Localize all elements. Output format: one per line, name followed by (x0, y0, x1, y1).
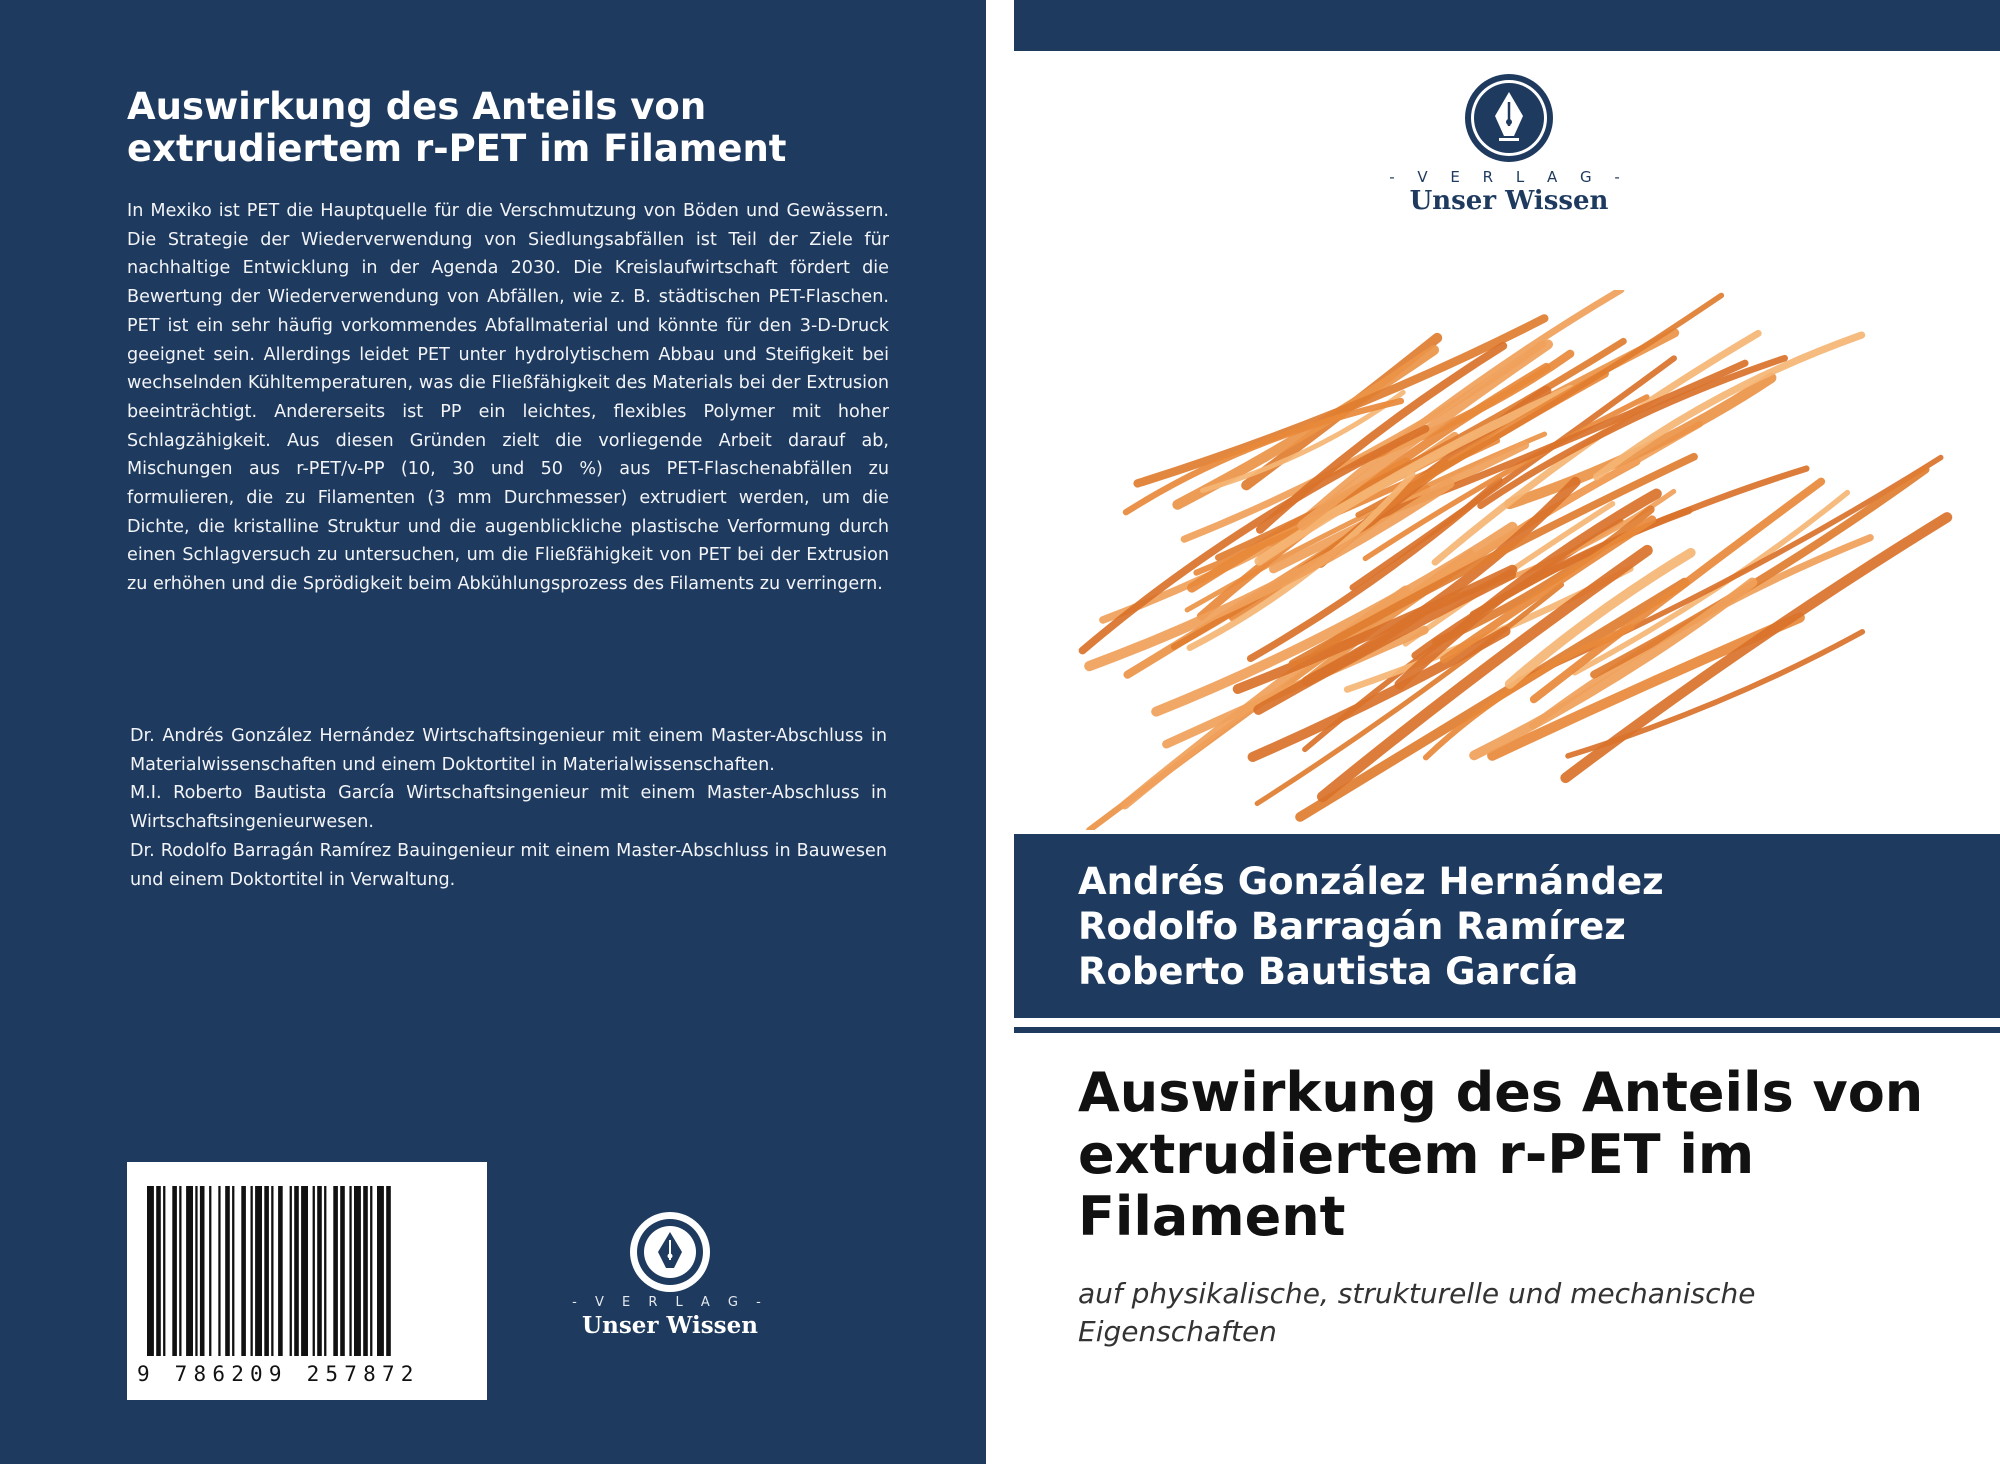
fountain-pen-seal-icon (570, 1210, 770, 1294)
barcode-icon (147, 1186, 467, 1356)
verlag-label: - V E R L A G - (1389, 168, 1629, 186)
front-cover (1014, 0, 2000, 1464)
orange-filament-strands-image (1074, 290, 1954, 830)
author-bio: Dr. Rodolfo Barragán Ramírez Bauingenieur mit einem Master-Abschluss in Bauwesen und einem Doktortitel in Verwaltung. (130, 840, 887, 890)
spine-gap (986, 0, 1014, 1464)
fountain-pen-seal-icon (1369, 72, 1649, 168)
author-name: Roberto Bautista García (1078, 950, 1579, 993)
divider (1014, 1027, 2000, 1033)
author-name: Andrés González Hernández (1078, 860, 1664, 903)
publisher-logo (570, 1210, 770, 1340)
author-band (1014, 834, 2000, 1018)
front-cover-subtitle: auf physikalische, strukturelle und mechanische Eigenschaften (1078, 1277, 1756, 1348)
back-cover (0, 0, 986, 1464)
author-bio: M.I. Roberto Bautista García Wirtschaftsingenieur mit einem Master-Abschluss in Wirtschaftsingenieurwesen. (130, 783, 887, 833)
isbn-barcode (127, 1162, 487, 1400)
publisher-logo (1369, 72, 1649, 222)
front-cover-title: Auswirkung des Anteils von extrudiertem r-PET im Filament (1078, 1061, 1924, 1248)
author-bio: Dr. Andrés González Hernández Wirtschaftsingenieur mit einem Master-Abschluss in Materialwissenschaften und einem Doktortitel in Materialwissenschaften. (130, 726, 887, 775)
author-name: Rodolfo Barragán Ramírez (1078, 905, 1626, 948)
back-cover-title: Auswirkung des Anteils von extrudiertem r-PET im Filament (127, 85, 787, 170)
publisher-name: Unser Wissen (1409, 186, 1609, 216)
verlag-label: - V E R L A G - (572, 1295, 768, 1310)
isbn-number: 9 786209 257872 (137, 1362, 420, 1386)
author-bios (130, 722, 887, 894)
back-cover-abstract: In Mexiko ist PET die Hauptquelle für die Verschmutzung von Böden und Gewässern. Die Strategie der Wiederverwendung von Siedlungsabfällen ist Teil der Ziele für nachhaltige Entwicklung in der Agenda 2030. Die Kreislaufwirtschaft fördert die Bewertung der Wiederverwendung von Abfällen, wie z. B. städtischen PET-Flaschen. PET ist ein sehr häufig vorkommendes Abfallmaterial und könnte für den 3-D-Druck geeignet sein. Allerdings leidet PET unter hydrolytischem Abbau und Steifigkeit bei wechselnden Kühltemperaturen, was die Fließfähigkeit des Materials bei der Extrusion beeinträchtigt. Andererseits ist PP ein leichtes, flexibles Polymer mit hoher Schlagzähigkeit. Aus diesen Gründen zielt die vorliegende Arbeit darauf ab, Mischungen aus r-PET/v-PP (10, 30 und 50 %) aus PET-Flaschenabfällen zu formulieren, die zu Filamenten (3 mm Durchmesser) extrudiert werden, um die Dichte, die kristalline Struktur und die augenblickliche plastische Verformung durch einen Schlagversuch zu untersuchen, um die Fließfähigkeit von PET bei der Extrusion zu erhöhen und die Sprödigkeit beim Abkühlungsprozess des Filaments zu verringern. (127, 201, 889, 595)
top-bar (1014, 0, 2000, 51)
publisher-name: Unser Wissen (582, 1312, 758, 1339)
